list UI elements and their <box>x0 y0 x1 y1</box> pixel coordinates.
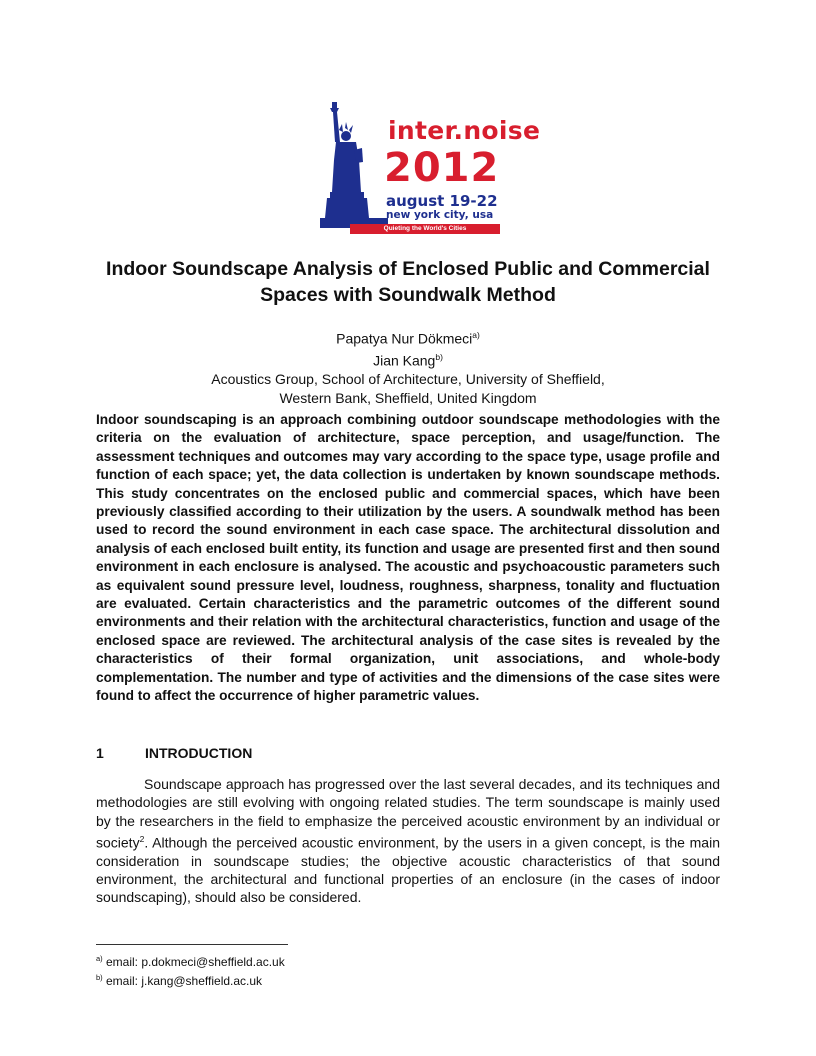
footnote-email: email: p.dokmeci@sheffield.ac.uk <box>102 955 285 969</box>
paper-title: Indoor Soundscape Analysis of Enclosed Public and Commercial Spaces with Soundwalk Method <box>106 258 710 306</box>
author-name: Jian Kang <box>373 352 436 369</box>
intro-text-part-1: Soundscape approach has progressed over the last several decades, and its techniques and methodologies are still evolving with ongoing related studies. The term soundscape is mainly used by the researchers in the field to emphasize the perceived acoustic environment by an individual or society <box>96 776 720 851</box>
footnote <box>96 970 285 989</box>
author-affiliation-mark: b) <box>435 352 443 363</box>
logo-line-location: new york city, usa <box>386 209 494 221</box>
intro-text-part-2: . Although the perceived acoustic environment, by the users in a given concept, is the main consideration in soundscape studies; the objective acoustic characteristics of that sound environment, the architectural and functional properties of an enclosure (in the cases of indoor soundscaping), should also be considered. <box>96 834 720 906</box>
logo-line-internoise: inter.noise <box>388 116 541 145</box>
logo-line-year: 2012 <box>384 145 500 191</box>
citation-reference: 2 <box>139 833 145 844</box>
section-title: INTRODUCTION <box>145 745 253 761</box>
affiliation-line-1: Acoustics Group, School of Architecture, University of Sheffield, <box>211 371 605 388</box>
section-heading <box>96 745 252 761</box>
footnotes <box>96 951 285 989</box>
logo-line-dates: august 19-22 <box>386 192 498 210</box>
author-line-1 <box>96 326 720 348</box>
affiliation-line-2: Western Bank, Sheffield, United Kingdom <box>279 389 537 406</box>
footnote <box>96 951 285 970</box>
introduction-paragraph <box>96 775 720 907</box>
footnote-mark: a) <box>96 954 103 963</box>
author-line-2 <box>96 348 720 370</box>
abstract: Indoor soundscaping is an approach combining outdoor soundscape methodologies with the criteria on the evaluation of architecture, space perception, and usage/function. The assessment techniques and outcomes may vary according to the space type, usage profile and function of each space; yet, the data collection is undertaken by known soundscape methods. This study concentrates on the enclosed public and commercial spaces, which have been previously classified according to their utilization by the users. A soundwalk method has been used to record the sound environment in each case space. The architectural dissolution and analysis of each enclosed built entity, its function and usage are presented first and then sound environment in each enclosure is analysed. The acoustic and psychoacoustic parameters such as equivalent sound pressure level, loudness, roughness, sharpness, tonality and fluctuation are evaluated. Certain characteristics and the parametric outcomes of the different sound environments and their relation with the architectural characteristics, function and usage of the enclosed space are reviewed. The architectural analysis of the case sites is revealed by the characteristics of their formal organization, unit associations, and whole-body complementation. The number and type of activities and the dimensions of the case sites were found to affect the occurrence of higher parametric values. <box>96 412 720 704</box>
footnote-divider <box>96 944 288 945</box>
conference-logo <box>318 96 541 236</box>
footnote-mark: b) <box>96 973 103 982</box>
footnote-email: email: j.kang@sheffield.ac.uk <box>102 974 263 988</box>
section-number: 1 <box>96 745 104 761</box>
author-affiliation-mark: a) <box>472 330 480 340</box>
logo-tagline: Quieting the World's Cities <box>350 224 500 234</box>
statue-of-liberty-icon <box>318 100 388 230</box>
author-name: Papatya Nur Dökmeci <box>336 330 473 347</box>
author-block <box>96 326 720 407</box>
